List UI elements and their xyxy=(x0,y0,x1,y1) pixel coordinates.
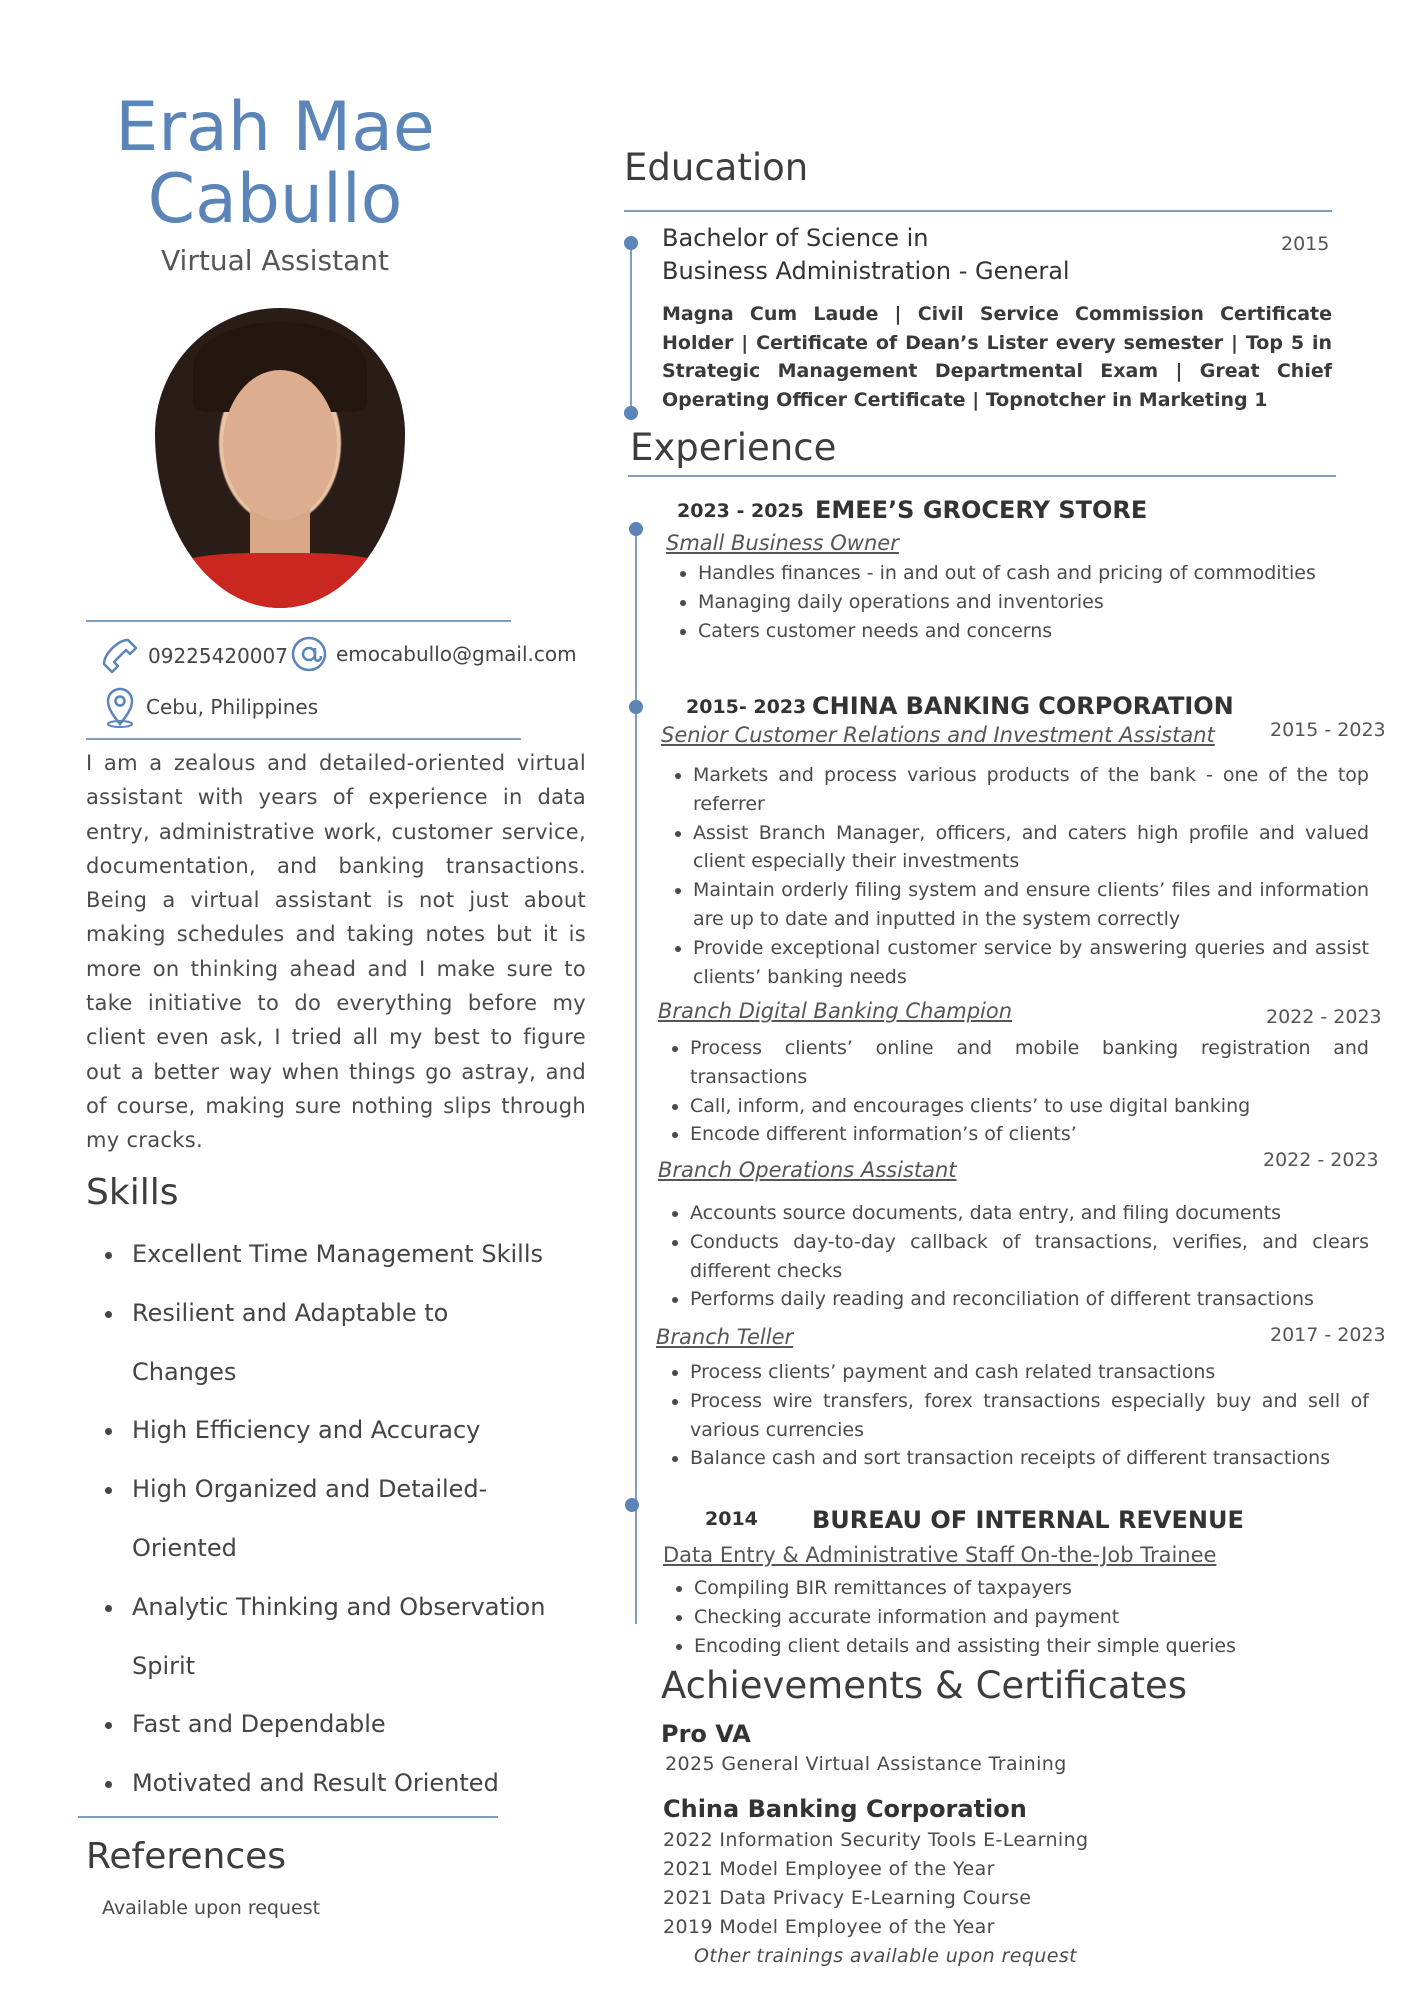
duty-item: • Markets and process various products of the bank - one of the top referrer xyxy=(693,761,1369,819)
duty-list xyxy=(664,1358,1369,1473)
skill-item: • Motivated and Result Oriented xyxy=(126,1754,626,1813)
divider xyxy=(624,210,1332,212)
duty-item: • Compiling BIR remittances of taxpayers xyxy=(694,1574,1369,1603)
achievement-org: Pro VA xyxy=(661,1720,751,1748)
timeline-dot xyxy=(629,700,643,714)
position-title: Branch Operations Assistant xyxy=(658,1158,957,1182)
duty-list xyxy=(672,559,1362,645)
duty-item: • Handles finances - in and out of cash and pricing of commodities xyxy=(698,559,1362,588)
phone-number: 09225420007 xyxy=(148,644,288,668)
profile-summary: I am a zealous and detailed-oriented virtual assistant with years of experience in data entry, administrative work, customer service, documentation, and banking transactions. Being a virtual assistant is not just about making schedules and taking notes but it is more on thinking ahead and I make sure to take initiative to do everything before my client even ask, I tried all my best to figure out a better way when things go astray, and of course, making sure nothing slips through my cracks. xyxy=(86,751,586,1153)
email-icon xyxy=(290,634,328,674)
divider xyxy=(628,475,1336,477)
duty-item: • Provide exceptional customer service by answering queries and assist clients’ banking needs xyxy=(693,934,1369,992)
divider xyxy=(78,1816,498,1818)
job-years: 2014 xyxy=(705,1508,758,1530)
degree xyxy=(662,222,1082,288)
duty-item: • Managing daily operations and inventories xyxy=(698,588,1362,617)
duty-item: • Caters customer needs and concerns xyxy=(698,617,1362,646)
timeline-dot xyxy=(624,236,638,250)
location-pin-icon xyxy=(102,686,138,728)
company-name: BUREAU OF INTERNAL REVENUE xyxy=(812,1506,1244,1534)
duty-item: • Conducts day-to-day callback of transactions, verifies, and clears different checks xyxy=(690,1228,1369,1286)
position-years: 2015 - 2023 xyxy=(1270,719,1386,741)
location-text: Cebu, Philippines xyxy=(146,695,319,719)
education-honors: Magna Cum Laude | Civil Service Commission Certificate Holder | Certificate of Dean’s Lister every semester | Top 5 in Strategic Management Departmental Exam | Great Chief Operating Officer Certificate | Topnotcher in Marketing 1 xyxy=(662,303,1332,411)
divider xyxy=(86,620,511,622)
degree-line-1: Bachelor of Science in xyxy=(662,224,929,252)
duty-item: • Maintain orderly filing system and ensure clients’ files and information are up to date and inputted in the system correctly xyxy=(693,876,1369,934)
profile-photo xyxy=(155,308,405,608)
references-text: Available upon request xyxy=(102,1897,321,1919)
first-name: Erah Mae xyxy=(115,88,435,167)
phone-contact[interactable] xyxy=(100,636,288,676)
position-years: 2022 - 2023 xyxy=(1263,1149,1379,1171)
email-address: emocabullo@gmail.com xyxy=(336,642,577,666)
timeline-line xyxy=(635,528,637,1624)
duty-list xyxy=(664,1199,1369,1314)
job-title: Virtual Assistant xyxy=(161,244,389,277)
position-title: Senior Customer Relations and Investment Assistant xyxy=(661,723,1215,747)
duty-item: • Process wire transfers, forex transactions especially buy and sell of various currencies xyxy=(690,1387,1369,1445)
duty-item: • Encode different information’s of clients’ xyxy=(690,1120,1369,1149)
position-title: Branch Digital Banking Champion xyxy=(658,999,1013,1023)
skill-item: • Analytic Thinking and Observation Spirit xyxy=(126,1578,572,1696)
timeline-dot xyxy=(624,406,638,420)
achievement-item: 2025 General Virtual Assistance Training xyxy=(665,1753,1067,1775)
references-heading: References xyxy=(86,1836,287,1877)
position-years: 2022 - 2023 xyxy=(1266,1006,1382,1028)
duty-list xyxy=(664,1034,1369,1149)
degree-line-2: Business Administration - General xyxy=(662,257,1070,285)
duty-item: • Accounts source documents, data entry, and filing documents xyxy=(690,1199,1369,1228)
duty-list xyxy=(667,761,1369,991)
last-name: Cabullo xyxy=(147,160,403,239)
achievement-item: 2021 Model Employee of the Year xyxy=(663,1858,995,1880)
education-year: 2015 xyxy=(1281,233,1330,255)
skill-item: • High Organized and Detailed-Oriented xyxy=(126,1460,492,1578)
duty-list xyxy=(668,1574,1369,1660)
divider xyxy=(86,738,521,740)
email-contact[interactable] xyxy=(290,634,577,674)
company-name: CHINA BANKING CORPORATION xyxy=(812,692,1234,720)
phone-icon xyxy=(100,636,140,676)
duty-item: • Assist Branch Manager, officers, and caters high profile and valued client especially their investments xyxy=(693,819,1369,877)
skill-item: • Fast and Dependable xyxy=(126,1695,626,1754)
achievements-footnote: Other trainings available upon request xyxy=(694,1945,1077,1967)
job-years: 2015- 2023 xyxy=(686,696,807,718)
timeline-line xyxy=(630,242,632,414)
timeline-dot xyxy=(625,1498,639,1512)
location-contact xyxy=(102,686,318,728)
education-heading: Education xyxy=(624,146,809,189)
skill-item: • High Efficiency and Accuracy xyxy=(126,1401,626,1460)
skill-item: • Excellent Time Management Skills xyxy=(126,1225,626,1284)
duty-item: • Process clients’ payment and cash related transactions xyxy=(690,1358,1369,1387)
experience-heading: Experience xyxy=(630,426,837,469)
position-title: Small Business Owner xyxy=(666,531,899,555)
duty-item: • Balance cash and sort transaction receipts of different transactions xyxy=(690,1444,1369,1473)
company-name: EMEE’S GROCERY STORE xyxy=(815,496,1148,524)
position-title: Branch Teller xyxy=(656,1325,794,1349)
position-title: Data Entry & Administrative Staff On-the-Job Trainee xyxy=(663,1543,1217,1567)
duty-item: • Process clients’ online and mobile banking registration and transactions xyxy=(690,1034,1369,1092)
duty-item: • Encoding client details and assisting their simple queries xyxy=(694,1632,1369,1661)
position-years: 2017 - 2023 xyxy=(1270,1324,1386,1346)
achievement-item: 2019 Model Employee of the Year xyxy=(663,1916,995,1938)
achievements-heading: Achievements & Certificates xyxy=(661,1664,1188,1707)
duty-item: • Performs daily reading and reconciliation of different transactions xyxy=(690,1285,1369,1314)
skills-list xyxy=(96,1225,626,1813)
skills-heading: Skills xyxy=(86,1172,179,1213)
timeline-dot xyxy=(629,522,643,536)
job-years: 2023 - 2025 xyxy=(677,500,804,522)
duty-item: • Call, inform, and encourages clients’ to use digital banking xyxy=(690,1092,1369,1121)
achievement-item: 2022 Information Security Tools E-Learning xyxy=(663,1829,1089,1851)
duty-item: • Checking accurate information and payment xyxy=(694,1603,1369,1632)
achievement-item: 2021 Data Privacy E-Learning Course xyxy=(663,1887,1032,1909)
achievement-org: China Banking Corporation xyxy=(663,1795,1027,1823)
skill-item: • Resilient and Adaptable to Changes xyxy=(126,1284,452,1402)
